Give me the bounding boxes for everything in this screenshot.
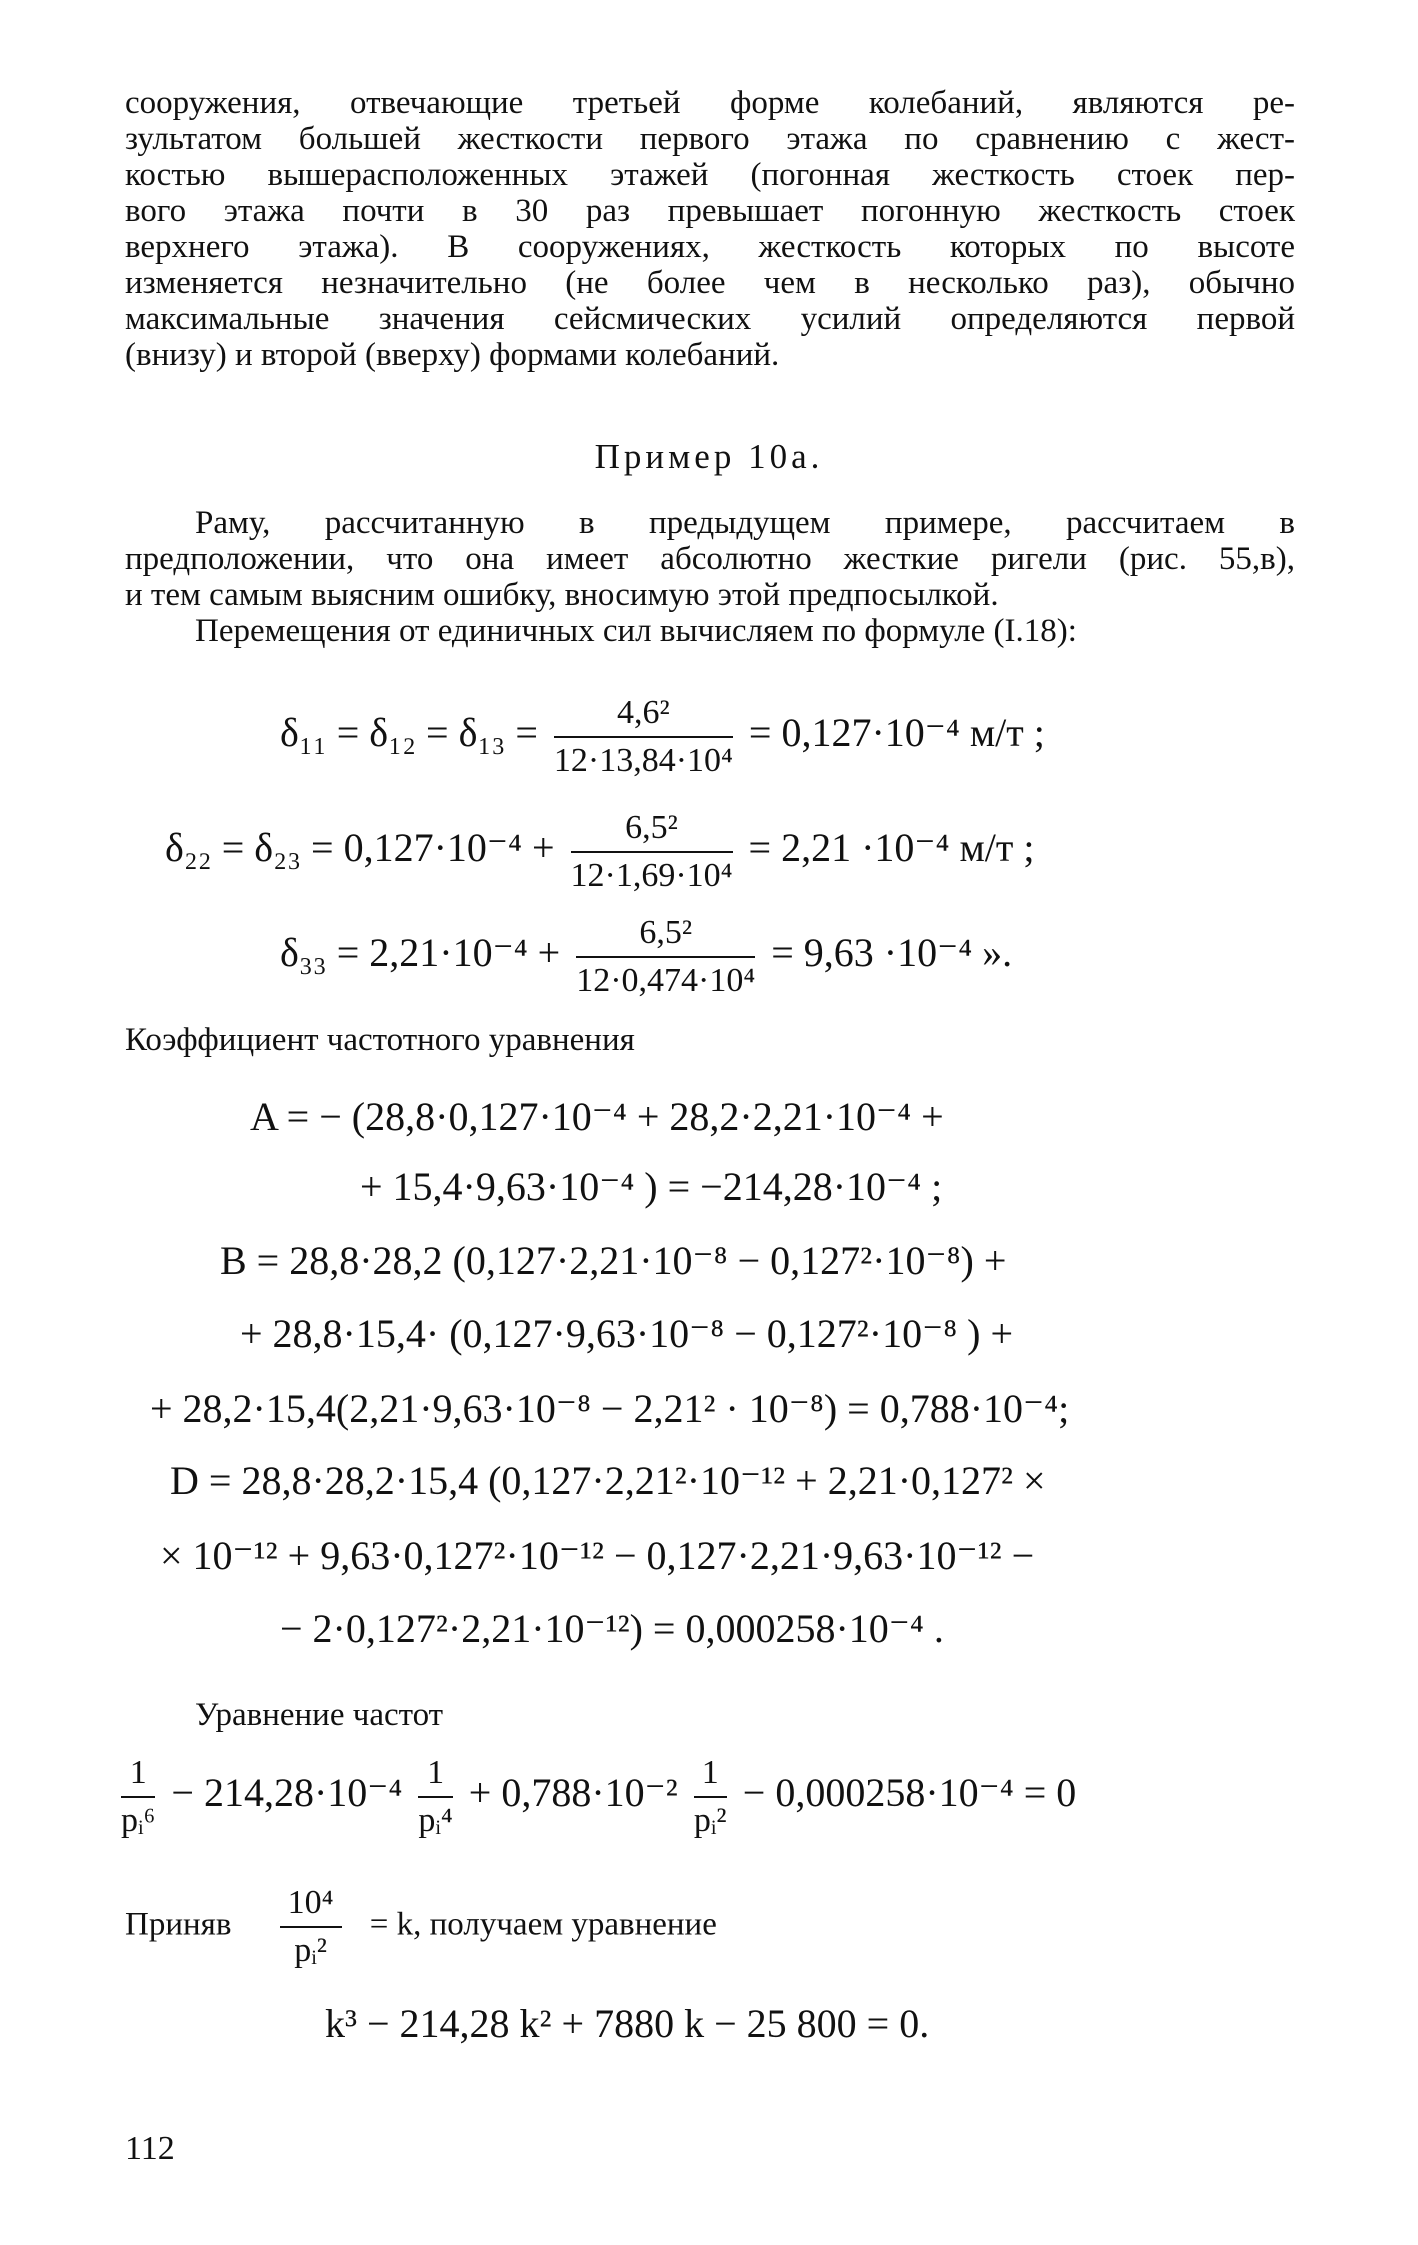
delta-eq-3-left: δ₃₃ = 2,21·10⁻⁴ + [280,930,561,976]
delta-eq-1-fraction [554,690,733,784]
delta-eq-3-fraction [576,910,755,1004]
delta-eq-2-fraction [571,805,733,899]
delta-eq-1-num: 4,6² [554,690,733,738]
delta-eq-2-den: 12·1,69·10⁴ [570,857,733,894]
example-heading: Пример 10а. [594,437,824,476]
eq-D-line-2: × 10⁻¹² + 9,63·0,127²·10⁻¹² − 0,127·2,21·9,63·10⁻¹² − [160,1533,1035,1578]
intro-line-8: (внизу) и второй (вверху) формами колебаний. [125,337,780,373]
delta-eq-3-right: = 9,63 ·10⁻⁴ ». [771,930,1013,976]
delta-eq-2-right: = 2,21 ·10⁻⁴ м/т ; [748,825,1035,871]
freq-label: Уравнение частот [195,1697,444,1733]
cubic-equation: k³ − 214,28 k² + 7880 k − 25 800 = 0. [325,2001,930,2046]
intro-line-5: верхнего этажа). В сооружениях, жесткость которых по высоте [125,229,1295,265]
delta-eq-1 [280,690,1045,784]
freq-term-1: − 214,28·10⁻⁴ [171,1770,403,1816]
freq-frac-2-den: pᵢ⁴ [418,1802,453,1839]
delta-eq-2-num: 6,5² [571,805,733,853]
eq-B-line-1: B = 28,8·28,2 (0,127·2,21·10⁻⁸ − 0,127²·10⁻⁸) + [220,1238,1007,1283]
problem-line-2: предположении, что она имеет абсолютно жесткие ригели (рис. 55,в), [125,541,1295,577]
substitution-prefix: Приняв [125,1906,232,1943]
eq-B-line-3: + 28,2·15,4(2,21·9,63·10⁻⁸ − 2,21² · 10⁻⁸) = 0,788·10⁻⁴; [150,1386,1070,1431]
substitution-num: 10⁴ [280,1880,342,1928]
freq-equation [115,1750,1076,1844]
delta-eq-3-den: 12·0,474·10⁴ [576,962,756,999]
delta-eq-1-den: 12·13,84·10⁴ [553,742,733,779]
eq-D-line-1: D = 28,8·28,2·15,4 (0,127·2,21²·10⁻¹² + 2,21·0,127² × [170,1458,1046,1503]
eq-A-line-1: A = − (28,8·0,127·10⁻⁴ + 28,2·2,21·10⁻⁴ + [250,1094,944,1139]
eq-D-line-3: − 2·0,127²·2,21·10⁻¹²) = 0,000258·10⁻⁴ . [280,1606,944,1651]
substitution-suffix: = k, получаем уравнение [369,1906,717,1943]
intro-line-1: сооружения, отвечающие третьей форме колебаний, являются ре- [125,85,1295,121]
delta-eq-1-left: δ₁₁ = δ₁₂ = δ₁₃ = [280,710,538,756]
freq-frac-3 [694,1750,727,1844]
freq-term-2: + 0,788·10⁻² [468,1770,678,1816]
intro-line-4: вого этажа почти в 30 раз превышает погонную жесткость стоек [125,193,1295,229]
freq-frac-1-num: 1 [121,1750,155,1798]
intro-line-3: костью вышерасположенных этажей (погонная жесткость стоек пер- [125,157,1295,193]
delta-eq-1-right: = 0,127·10⁻⁴ м/т ; [748,710,1045,756]
substitution-line [125,1880,717,1974]
coef-label: Коэффициент частотного уравнения [125,1022,635,1058]
freq-frac-1 [121,1750,155,1844]
intro-line-2: зультатом большей жесткости первого этажа по сравнению с жест- [125,121,1295,157]
freq-frac-3-den: pᵢ² [693,1802,727,1839]
page-number: 112 [125,2130,175,2167]
freq-frac-2 [418,1750,452,1844]
problem-line-1: Раму, рассчитанную в предыдущем примере, рассчитаем в [195,505,1295,541]
delta-eq-3-num: 6,5² [576,910,755,958]
eq-A-line-2: + 15,4·9,63·10⁻⁴ ) = −214,28·10⁻⁴ ; [360,1164,943,1209]
problem-line-3: и тем самым выясним ошибку, вносимую этой предпосылкой. [125,577,999,613]
intro-line-7: максимальные значения сейсмических усилий определяются первой [125,301,1295,337]
freq-term-3: − 0,000258·10⁻⁴ = 0 [742,1770,1077,1816]
delta-eq-3 [280,910,1012,1004]
delta-eq-2 [165,805,1035,899]
substitution-fraction [280,1880,342,1974]
freq-frac-1-den: pᵢ⁶ [121,1802,156,1839]
substitution-den: pᵢ² [294,1932,327,1969]
intro-line-6: изменяется незначительно (не более чем в несколько раз), обычно [125,265,1295,301]
displacements-line: Перемещения от единичных сил вычисляем по формуле (I.18): [195,613,1077,649]
eq-B-line-2: + 28,8·15,4· (0,127·9,63·10⁻⁸ − 0,127²·10⁻⁸ ) + [240,1311,1014,1356]
freq-frac-2-num: 1 [418,1750,452,1798]
delta-eq-2-left: δ₂₂ = δ₂₃ = 0,127·10⁻⁴ + [165,825,555,871]
freq-frac-3-num: 1 [694,1750,727,1798]
